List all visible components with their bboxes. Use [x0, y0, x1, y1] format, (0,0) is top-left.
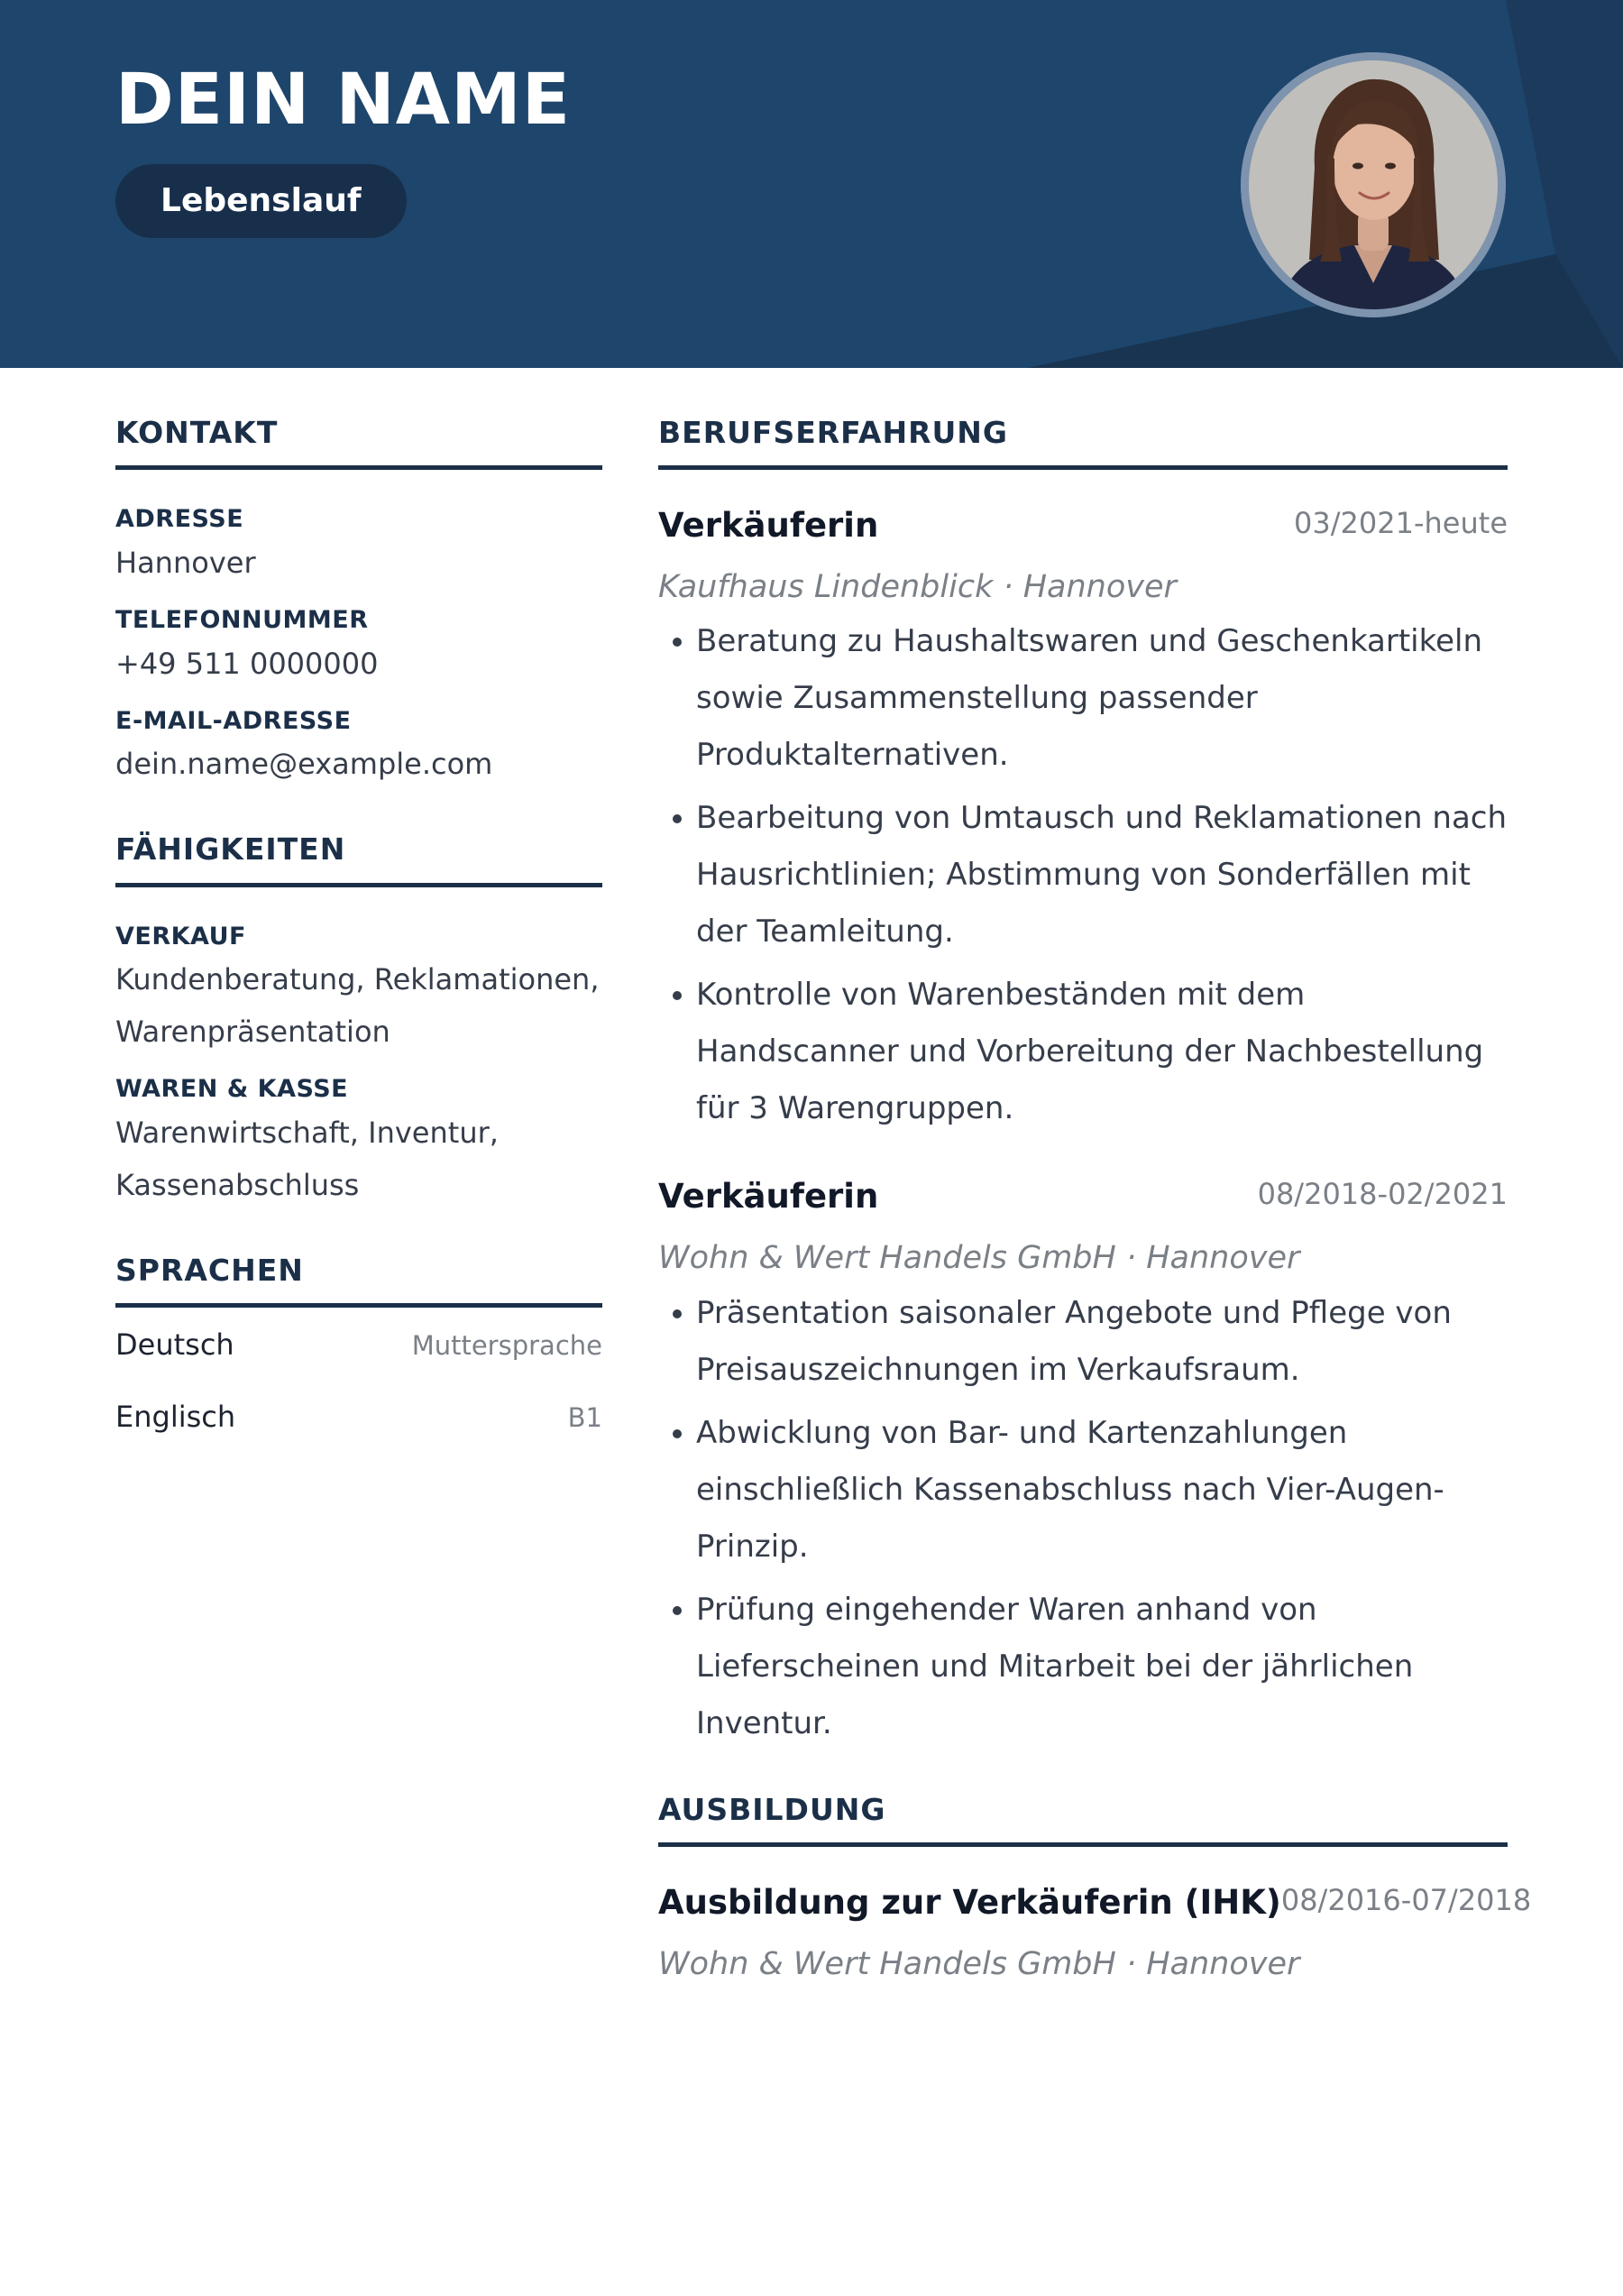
job-bullet: Prüfung eingehender Waren anhand von Lieferscheinen und Mitarbeit bei der jährlichen Inventur.	[658, 1582, 1508, 1752]
job-bullets	[658, 613, 1508, 1137]
job-date: 03/2021-heute	[1294, 506, 1508, 541]
education-title: Ausbildung zur Verkäuferin (IHK)	[658, 1882, 1281, 1922]
contact-field-address	[115, 506, 602, 589]
language-row	[115, 1327, 602, 1400]
portrait-image	[1241, 52, 1506, 317]
job-bullet: Bearbeitung von Umtausch und Reklamationen nach Hausrichtlinien; Abstimmung von Sonderfällen mit der Teamleitung.	[658, 790, 1508, 960]
education-institution: Wohn & Wert Handels GmbH · Hannover	[658, 1945, 1300, 1982]
skill-line: Kundenberatung, Reklamationen,	[115, 962, 600, 997]
skill-line: Warenpräsentation	[115, 1015, 390, 1050]
address-value: Hannover	[115, 545, 256, 580]
skill-line: Warenwirtschaft, Inventur,	[115, 1116, 499, 1151]
experience-section	[658, 417, 1508, 1752]
email-label: E-MAIL-ADRESSE	[115, 706, 352, 735]
skills-heading: FÄHIGKEITEN	[115, 833, 602, 886]
profile-photo	[1241, 52, 1506, 317]
job-company: Wohn & Wert Handels GmbH · Hannover	[658, 1240, 1300, 1277]
phone-label: TELEFONNUMMER	[115, 605, 369, 634]
skill-group-label: VERKAUF	[115, 922, 246, 951]
sidebar-column	[115, 417, 602, 1472]
contact-field-phone	[115, 607, 602, 690]
job-bullet: Beratung zu Haushaltswaren und Geschenkartikeln sowie Zusammenstellung passender Produktalternativen.	[658, 613, 1508, 784]
language-level: B1	[567, 1402, 602, 1434]
skill-group-label: WAREN & KASSE	[115, 1075, 349, 1104]
language-name: Englisch	[115, 1400, 236, 1435]
job-bullet: Präsentation saisonaler Angebote und Pflege von Preisauszeichnungen im Verkaufsraum.	[658, 1285, 1508, 1399]
language-level: Muttersprache	[411, 1330, 602, 1362]
job-company: Kaufhaus Lindenblick · Hannover	[658, 568, 1177, 605]
skills-section	[115, 833, 602, 1211]
languages-section	[115, 1254, 602, 1472]
address-label: ADRESSE	[115, 505, 244, 534]
job-title: Verkäuferin	[658, 1177, 879, 1217]
language-name: Deutsch	[115, 1327, 234, 1363]
main-column	[658, 415, 1532, 1982]
header-banner	[0, 0, 1623, 368]
job-entry	[658, 1179, 1508, 1751]
job-bullet: Kontrolle von Warenbeständen mit dem Handscanner und Vorbereitung der Nachbestellung für 3 Warengruppen.	[658, 967, 1508, 1137]
contact-section	[115, 417, 602, 790]
job-title: Verkäuferin	[658, 506, 879, 546]
contact-heading: KONTAKT	[115, 417, 602, 470]
document-type-badge: Lebenslauf	[115, 164, 407, 238]
email-value: dein.name@example.com	[115, 747, 493, 782]
languages-heading: SPRACHEN	[115, 1254, 602, 1308]
contact-field-email	[115, 708, 602, 791]
language-row	[115, 1400, 602, 1472]
skill-line: Kassenabschluss	[115, 1168, 360, 1203]
job-entry	[658, 508, 1508, 1137]
education-date: 08/2016-07/2018	[1280, 1882, 1532, 1917]
job-bullet: Abwicklung von Bar- und Kartenzahlungen einschließlich Kassenabschluss nach Vier-Augen-Prinzip.	[658, 1405, 1508, 1575]
education-entry	[658, 1882, 1532, 1982]
education-section	[658, 1791, 1532, 1982]
skill-group-verkauf	[115, 923, 602, 1059]
skill-group-waren-kasse	[115, 1076, 602, 1211]
person-name: DEIN NAME	[115, 60, 572, 141]
job-date: 08/2018-02/2021	[1257, 1177, 1508, 1212]
education-heading: AUSBILDUNG	[658, 1794, 1508, 1847]
job-bullets	[658, 1285, 1508, 1752]
phone-value: +49 511 0000000	[115, 646, 379, 681]
experience-heading: BERUFSERFAHRUNG	[658, 417, 1508, 470]
